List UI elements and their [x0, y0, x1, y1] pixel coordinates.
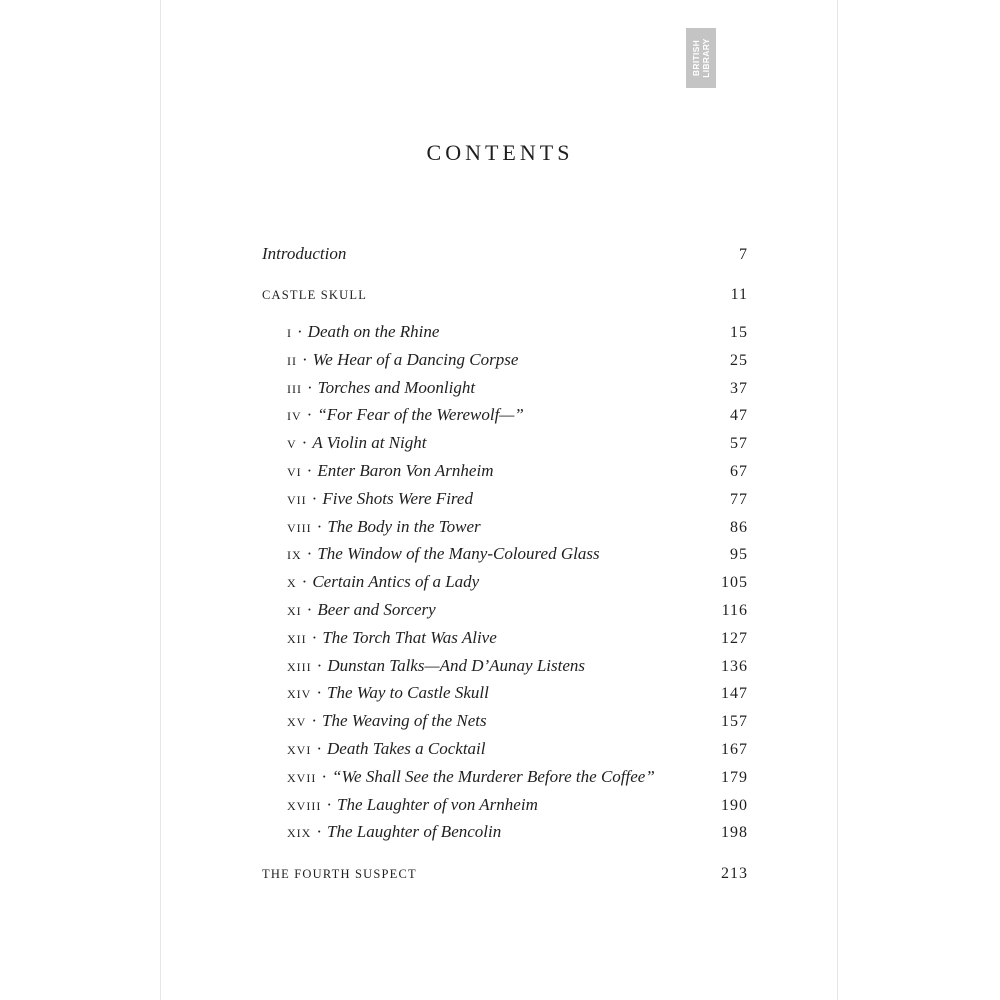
- toc-chapter-label: [287, 405, 524, 425]
- logo-line-1: BRITISH: [691, 39, 701, 77]
- toc-page-number: 67: [730, 463, 748, 480]
- toc-chapter-label: [287, 517, 481, 537]
- chapter-title: Enter Baron Von Arnheim: [317, 461, 494, 480]
- chapter-separator: ·: [321, 766, 327, 786]
- toc-chapter-label: [287, 767, 655, 787]
- chapter-numeral: III: [287, 381, 302, 396]
- chapter-numeral: II: [287, 353, 297, 368]
- chapter-separator: ·: [316, 822, 322, 842]
- toc-page-number: 47: [730, 407, 748, 425]
- toc-chapter-label: [287, 572, 479, 592]
- chapter-separator: ·: [316, 516, 323, 536]
- chapter-numeral: X: [287, 576, 297, 591]
- chapter-separator: ·: [301, 433, 308, 453]
- chapter-separator: ·: [302, 349, 308, 369]
- toc-page-number: 136: [721, 657, 748, 675]
- chapter-title: Five Shots Were Fired: [322, 488, 473, 508]
- toc-page-number: 116: [721, 602, 748, 619]
- toc-chapter-row: [287, 600, 748, 620]
- chapter-separator: ·: [306, 600, 313, 619]
- toc-chapter-row: [287, 517, 748, 537]
- chapter-title: The Weaving of the Nets: [322, 711, 487, 731]
- chapter-separator: ·: [306, 461, 313, 480]
- chapter-numeral: VII: [287, 492, 307, 507]
- chapter-title: Death on the Rhine: [307, 322, 440, 341]
- chapter-separator: ·: [311, 711, 318, 731]
- toc-page-number: 190: [721, 796, 748, 814]
- toc-page-number: 37: [730, 379, 748, 397]
- toc-chapter-row: [287, 544, 748, 564]
- chapter-numeral: VI: [287, 465, 302, 479]
- chapter-separator: ·: [297, 322, 303, 341]
- chapter-title: A Violin at Night: [312, 433, 427, 453]
- toc-chapter-row: [287, 322, 748, 342]
- toc-chapter-row: [287, 378, 748, 398]
- toc-chapter-label: [287, 378, 475, 398]
- chapter-title: We Hear of a Dancing Corpse: [312, 349, 519, 369]
- toc-chapter-label: [287, 683, 489, 703]
- toc-chapter-row: [287, 433, 748, 453]
- toc-page-number: 7: [739, 246, 748, 263]
- toc-page-number: 25: [730, 351, 748, 369]
- chapter-title: The Laughter of Bencolin: [327, 822, 502, 842]
- chapter-title: The Window of the Many-Coloured Glass: [317, 544, 600, 564]
- chapter-separator: ·: [307, 377, 313, 397]
- toc-chapter-row: [287, 628, 748, 648]
- chapter-numeral: V: [287, 437, 297, 452]
- chapter-numeral: XIV: [287, 687, 312, 702]
- chapter-title: The Laughter of von Arnheim: [337, 794, 538, 814]
- chapter-numeral: XIX: [287, 826, 312, 841]
- chapter-numeral: XIII: [287, 659, 312, 674]
- toc-chapter-label: [287, 628, 497, 648]
- toc-chapter-row: [287, 822, 748, 842]
- toc-chapter-row: [287, 489, 748, 509]
- chapter-separator: ·: [316, 683, 322, 703]
- toc-chapter-label: [287, 600, 436, 620]
- toc-chapter-row: [287, 795, 748, 815]
- toc-chapter-label: [287, 795, 538, 815]
- toc-page-number: 105: [721, 574, 748, 592]
- toc-chapter-row: [287, 405, 748, 425]
- toc-page-number: 15: [730, 324, 748, 341]
- chapter-numeral: XI: [287, 604, 302, 618]
- chapter-numeral: I: [287, 326, 292, 340]
- toc-page-number: 95: [730, 546, 748, 564]
- toc-chapter-label: [287, 322, 439, 342]
- toc-chapter-row: [287, 656, 748, 676]
- chapter-separator: ·: [316, 655, 323, 675]
- toc-page-number: 147: [721, 685, 748, 703]
- chapter-title: Beer and Sorcery: [317, 600, 436, 619]
- chapter-separator: ·: [306, 405, 313, 425]
- toc-chapter-label: [287, 489, 473, 509]
- toc-page-number: 157: [721, 713, 748, 731]
- toc-chapter-label: [287, 433, 426, 453]
- chapter-numeral: XVI: [287, 743, 312, 757]
- chapter-title: The Body in the Tower: [327, 516, 481, 536]
- toc-chapter-label: [287, 461, 493, 481]
- chapter-title: Torches and Moonlight: [317, 377, 476, 397]
- chapter-numeral: XV: [287, 715, 307, 730]
- toc-page-number: 198: [721, 824, 748, 842]
- chapter-title: “We Shall See the Murderer Before the Coffee”: [332, 766, 655, 786]
- chapter-numeral: XVIII: [287, 798, 322, 813]
- toc-page-number: 179: [721, 768, 748, 786]
- toc-chapter-row: [287, 572, 748, 592]
- toc-page-number: 167: [721, 741, 748, 758]
- logo-line-2: LIBRARY: [701, 38, 711, 78]
- toc-chapter-row: [287, 767, 748, 787]
- toc-chapter-label: [287, 822, 501, 842]
- toc-page-number: 86: [730, 518, 748, 536]
- toc-page-number: 213: [721, 865, 748, 882]
- toc-page-number: 11: [730, 286, 748, 303]
- toc-part-castle-skull: [262, 286, 748, 304]
- toc-chapter-label: [287, 544, 600, 564]
- toc-page-number: 77: [730, 490, 748, 508]
- chapter-numeral: XVII: [287, 770, 317, 785]
- chapter-separator: ·: [306, 544, 313, 564]
- chapter-title: Death Takes a Cocktail: [327, 739, 486, 758]
- toc-part-label: THE FOURTH SUSPECT: [262, 867, 417, 881]
- chapter-title: The Torch That Was Alive: [322, 627, 497, 647]
- toc-chapter-row: [287, 683, 748, 703]
- chapter-title: Dunstan Talks—And D’Aunay Listens: [327, 655, 586, 675]
- british-library-logo: [686, 28, 716, 88]
- toc-part-label: CASTLE SKULL: [262, 288, 368, 302]
- chapter-numeral: VIII: [287, 520, 312, 535]
- toc-page-number: 57: [730, 435, 748, 453]
- chapter-separator: ·: [311, 488, 318, 508]
- toc-chapter-row: [287, 461, 748, 481]
- toc-chapter-row: [287, 350, 748, 370]
- chapter-numeral: IV: [287, 409, 302, 424]
- chapter-title: Certain Antics of a Lady: [312, 572, 480, 592]
- toc-chapter-row: [287, 739, 748, 759]
- chapter-title: “For Fear of the Werewolf—”: [317, 405, 524, 425]
- toc-chapter-row: [287, 711, 748, 731]
- toc-chapter-label: [287, 739, 486, 759]
- chapter-separator: ·: [316, 739, 322, 758]
- toc-chapter-label: [287, 350, 518, 370]
- chapter-numeral: XII: [287, 631, 307, 646]
- toc-entry-label: Introduction: [262, 244, 347, 263]
- page-title: CONTENTS: [426, 140, 574, 165]
- chapter-title: The Way to Castle Skull: [327, 683, 489, 703]
- chapter-separator: ·: [301, 572, 308, 592]
- toc-part-fourth-suspect: [262, 865, 748, 883]
- chapter-numeral: IX: [287, 548, 302, 563]
- book-page: [160, 0, 838, 1000]
- toc-chapter-label: [287, 711, 487, 731]
- toc-chapter-label: [287, 656, 585, 676]
- toc-entry-introduction: [262, 244, 748, 264]
- toc-page-number: 127: [721, 629, 748, 647]
- chapter-separator: ·: [311, 627, 318, 647]
- chapter-separator: ·: [326, 794, 332, 814]
